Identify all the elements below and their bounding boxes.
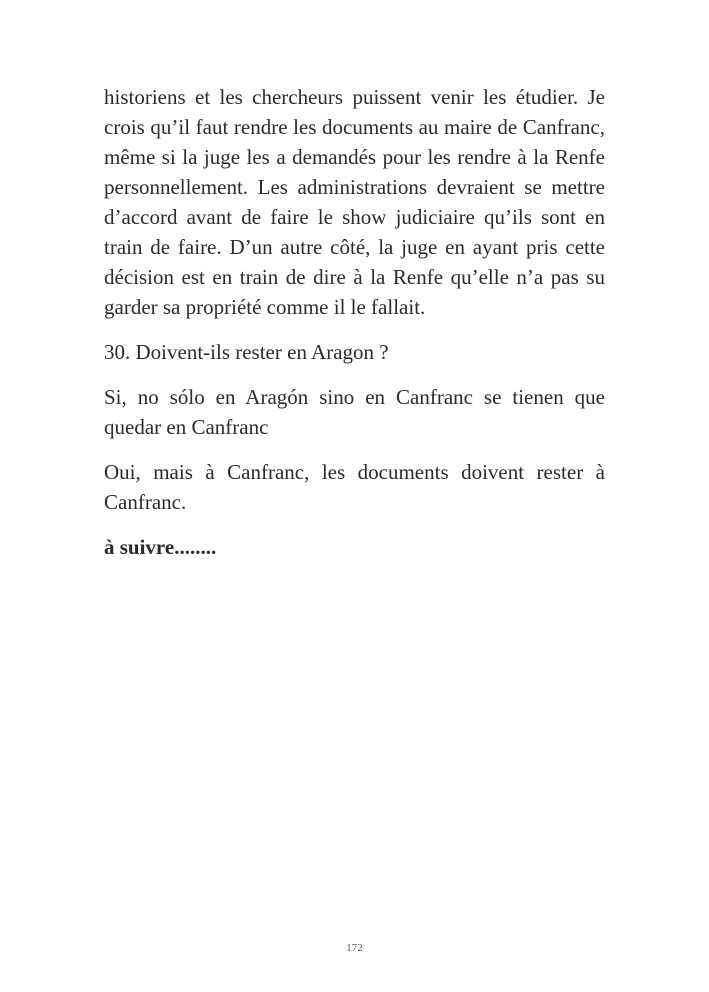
paragraph-answer-continued: historiens et les chercheurs puissent venir les étudier. Je crois qu’il faut rendre les documents au maire de Canfranc, même si la juge les a demandés pour les rendre à la Renfe personnellement. Les administrations devraient se mettre d’accord avant de faire le show judiciaire qu’ils sont en train de faire. D’un autre côté, la juge en ayant pris cette décision est en train de dire à la Renfe qu’elle n’a pas su garder sa propriété comme il le fallait.	[104, 85, 605, 319]
page-body	[104, 82, 605, 577]
question-heading: 30. Doivent-ils rester en Aragon ?	[104, 340, 389, 364]
paragraph-spanish-answer: Si, no sólo en Aragón sino en Canfranc se tienen que quedar en Canfranc	[104, 385, 605, 439]
page-number: 172	[346, 942, 363, 954]
to-be-continued: à suivre........	[104, 535, 217, 559]
paragraph-french-answer: Oui, mais à Canfranc, les documents doivent rester à Canfranc.	[104, 460, 605, 514]
